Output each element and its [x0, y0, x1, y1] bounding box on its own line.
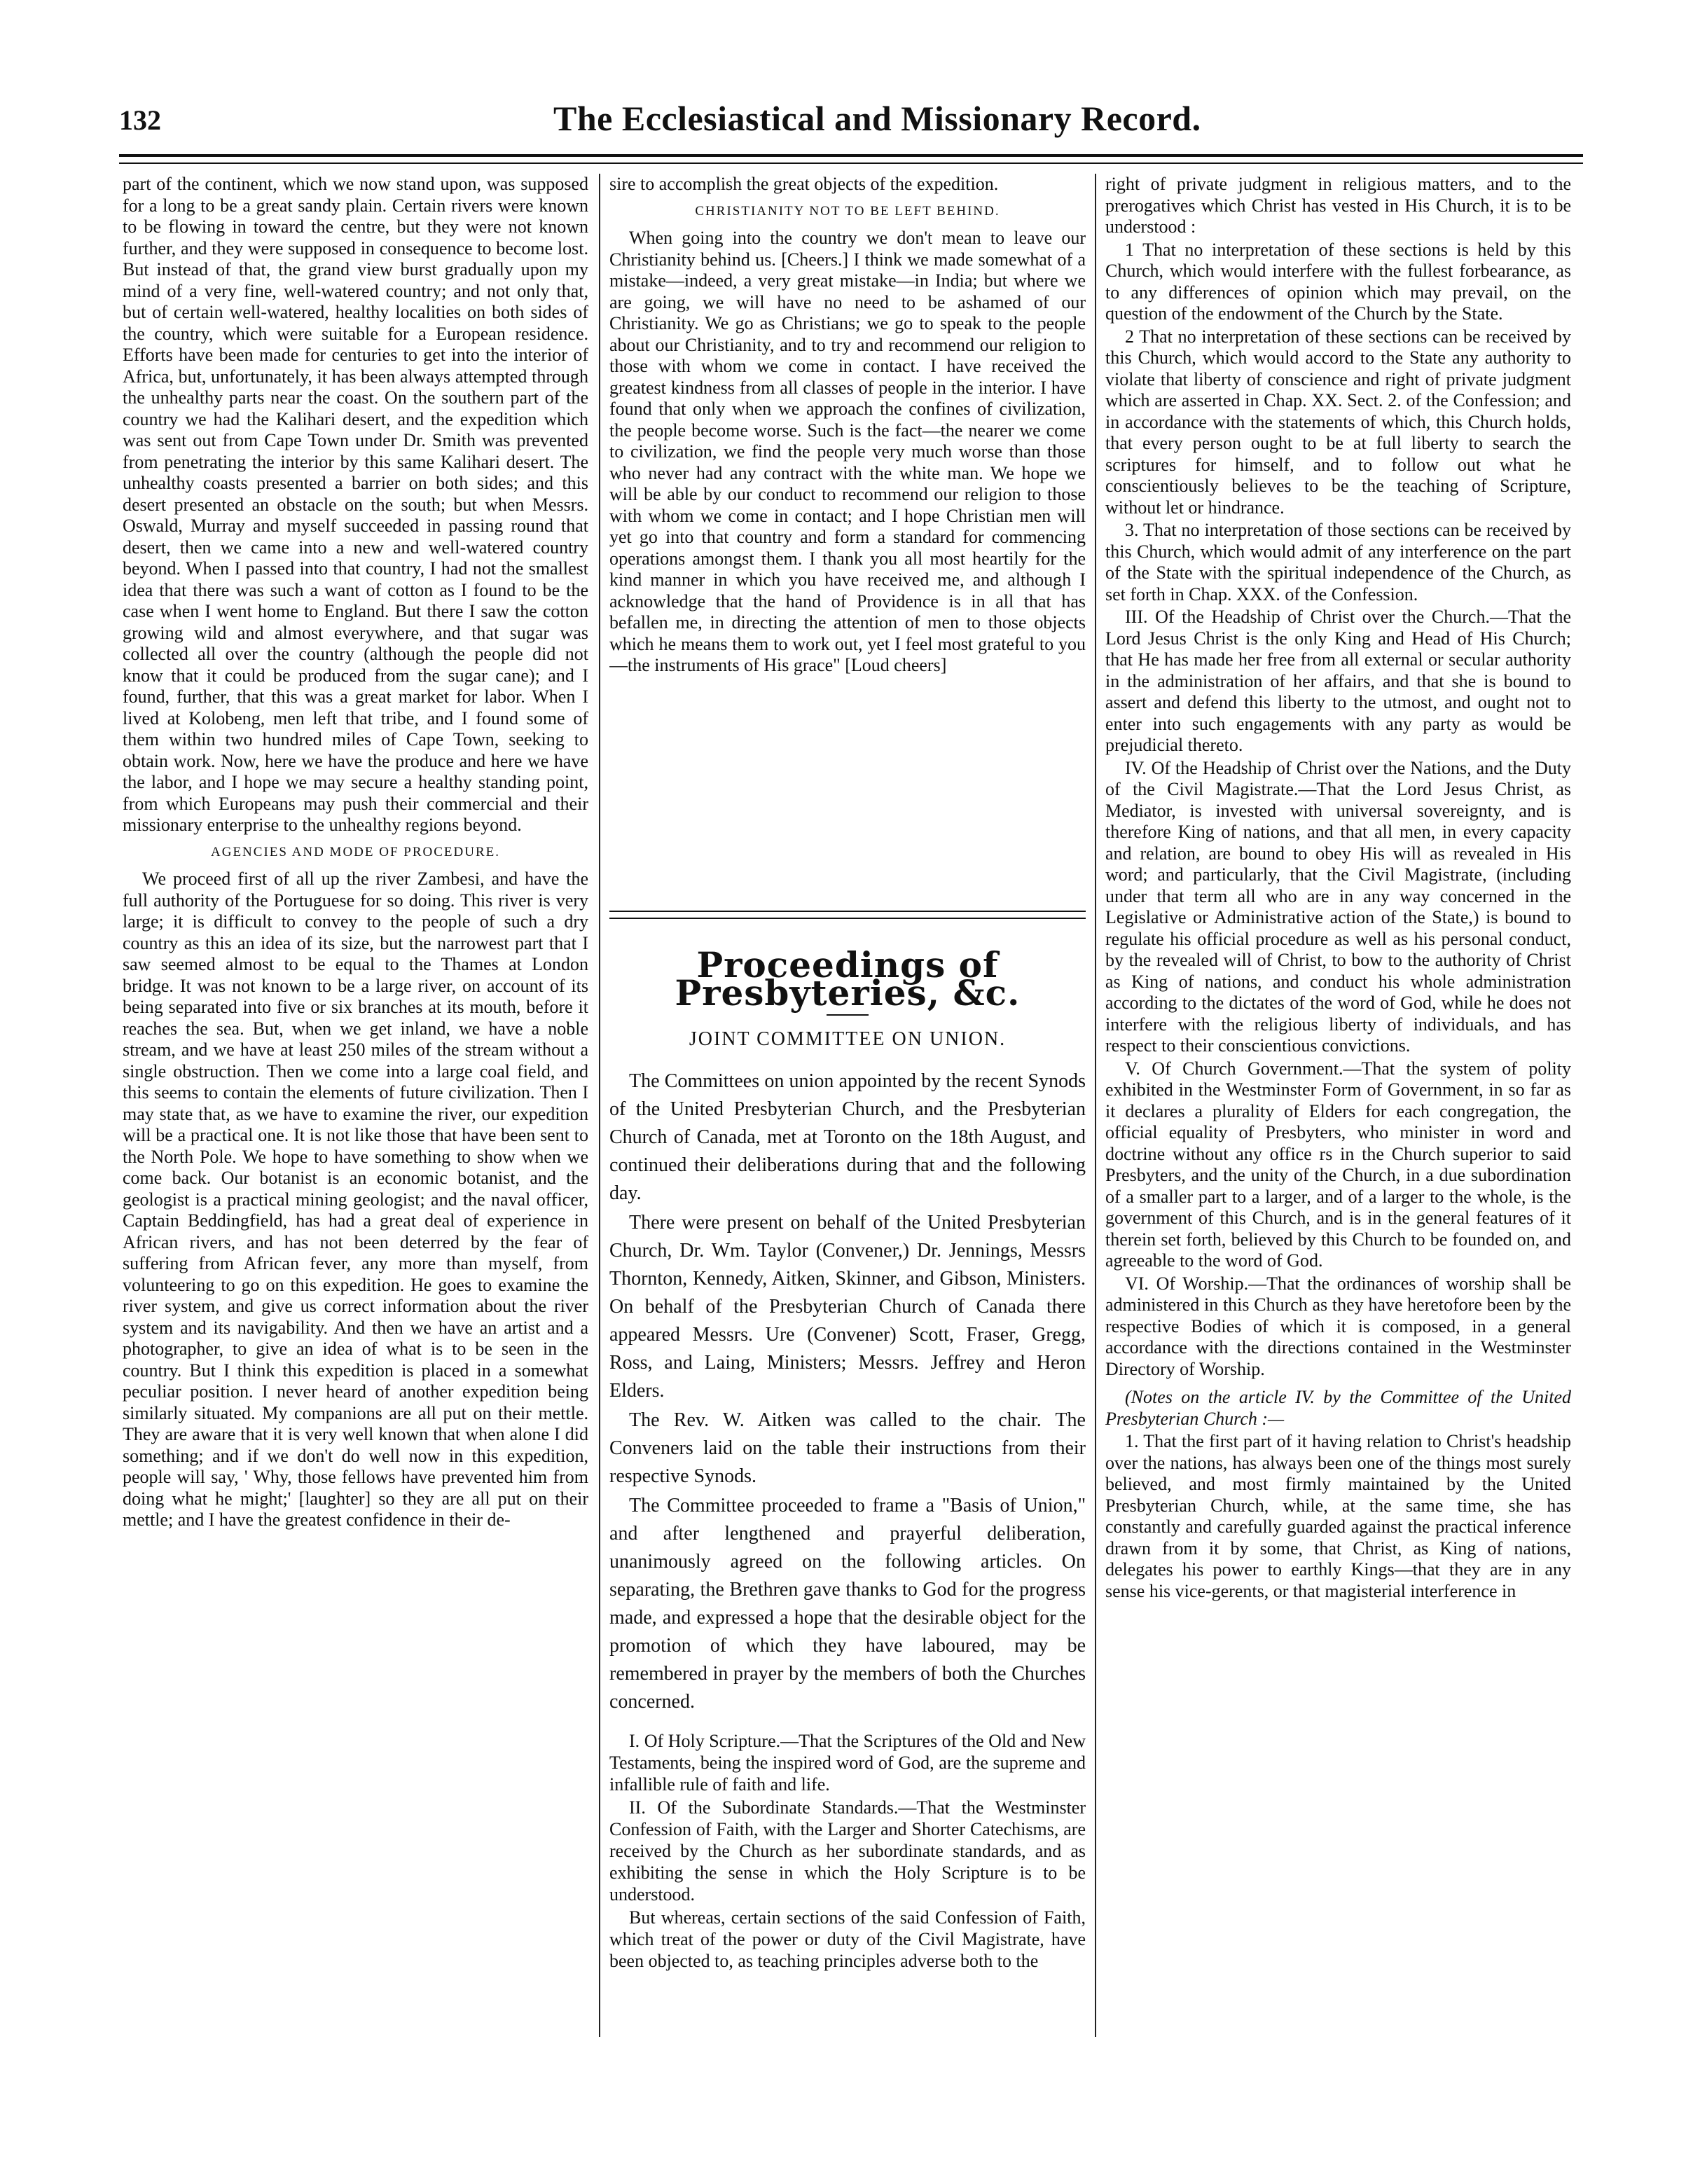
paragraph: sire to accomplish the great objects of the expedition. — [609, 174, 999, 194]
section-title: Proceedings of Presbyteries, &c. — [675, 944, 1021, 1014]
page-number: 132 — [119, 104, 161, 136]
paragraph: The Rev. W. Aitken was called to the chair. The Conveners laid on the table their instructions from their respective Synods. — [609, 1409, 1086, 1487]
paragraph: VI. Of Worship.—That the ordinances of worship shall be administered in this Church as they have heretofore been by the respective Bodies of which it is composed, in a general accordance with the directions contained in the Westminster Directory of Worship. — [1105, 1273, 1571, 1379]
paragraph: right of private judgment in religious matters, and to the prerogatives which Christ has vested in His Church, it is to be understood : — [1105, 174, 1571, 237]
paragraph: III. Of the Headship of Christ over the Church.—That the Lord Jesus Christ is the only King and Head of His Church; that He has made her free from all external or secular authority in the administration of her affairs, and that she is bound to assert and defend this liberty to the utmost, and ought not to enter into such engagements with any party as would be prejudicial thereto. — [1105, 607, 1571, 755]
subheading: CHRISTIANITY NOT TO BE LEFT BEHIND. — [695, 203, 1000, 219]
paragraph: But whereas, certain sections of the said Confession of Faith, which treat of the power or duty of the Civil Magistrate, have been objected to, as teaching principles adverse both to the — [609, 1907, 1086, 1971]
paragraph: 1 That no interpretation of these sections is held by this Church, which would interfere with the fullest forbearance, as to any differences of opinion which may prevail, on the question of the endowment of the Church by the State. — [1105, 239, 1571, 324]
header-rule-thin — [119, 163, 1583, 164]
short-rule — [827, 1014, 869, 1016]
committee-title: JOINT COMMITTEE ON UNION. — [689, 1028, 1007, 1050]
paragraph: V. Of Church Government.—That the system of polity exhibited in the Westminster Form of Government, in so far as it declares a plurality of Elders for each congregation, the official equality of Presbyters, who minister in word and doctrine without any office rs in the Church superior to said Presbyters, and the unity of the Church, in a due subordination of a smaller part to a larger, and of a larger to the whole, is the government of this Church, and is in the general features of it therein set forth, believed by this Church to be founded on, and agreeable to the word of God. — [1105, 1058, 1571, 1271]
paragraph: The Committees on union appointed by the recent Synods of the United Presbyterian Church, and the Presbyterian Church of Canada, met at Toronto on the 18th August, and continued their deliberations during that and the following day. — [609, 1070, 1086, 1204]
column-2-bottom — [609, 939, 1086, 2045]
paragraph: When going into the country we don't mean to leave our Christianity behind us. [Cheers.] I think we made somewhat of a mistake—indeed, a very great mistake—in India; but where we are going, we will have no need to be ashamed of our Christianity. We go as Christians; we go to speak to the people about our Christianity, and to try and recommend our religion to those with whom we come in contact. I have received the greatest kindness from all classes of people in the interior. I have found that only when we approach the confines of civilization, the people become worse. Such is the fact—the nearer we come to civilization, we find the people very much worse than those who never had any contract with the white man. We hope we will be able by our conduct to recommend our religion to those with whom we come in contact; and I hope Christian men will yet go into that country and form a standard for commencing operations amongst them. I thank you all most heartily for the kind manner in which you have received me, and although I acknowledge that the hand of Providence is in all that has befallen me, in directing the attention of men to those objects which he means them to work out, yet I feel most grateful to you—the instruments of His grace" [Loud cheers] — [609, 228, 1086, 675]
column-divider — [599, 174, 600, 2037]
double-rule — [609, 911, 1086, 919]
paragraph: part of the continent, which we now stand upon, was supposed for a long to be a great sandy plain. Certain rivers were known to be flowing in toward the centre, but they were not known further, and they were supposed in consequence to become lost. But instead of that, the grand view burst gradually upon my mind of a very fine, well-watered country; and not only that, but of certain well-watered, healthy localities on both sides of the country, which were suitable for a European residence. Efforts have been made for centuries to get into the interior of Africa, but, unfortunately, it has been always attempted through the unhealthy parts near the coast. On the southern part of the country we had the Kalihari desert, and the expedition which was sent out from Cape Town under Dr. Smith was prevented from penetrating the interior by this same Kalihari desert. The unhealthy coasts presented a barrier on both sides; and this desert presented an obstacle on the south; but when Messrs. Oswald, Murray and myself succeeded in passing round that desert, then we came into a new and well-watered country beyond. When I passed into that country, I had not the smallest idea that there was such a want of cotton as I found to be the case when I went home to England. But there I saw the cotton growing wild and almost everywhere, and that sugar was collected all over the country (although the people did not know that it could be produced from the sugar cane); and I found, further, that this was a great market for labor. When I lived at Kolobeng, men left that tribe, and I found some of them within two hundred miles of Cape Town, seeking to obtain work. Now, here we have the produce and here we have the labor, and I hope we may secure a healthy standing point, from which Europeans may push their commercial and their missionary enterprise to the unhealthy regions beyond. — [123, 174, 588, 835]
header-rule — [119, 154, 1583, 157]
paragraph: 3. That no interpretation of those sections can be received by this Church, which would admit of any interference on the part of the State with the spiritual independence of the Church, as set forth in Chap. XXX. of the Confession. — [1105, 520, 1571, 604]
page-title: The Ecclesiastical and Missionary Record. — [553, 99, 1201, 138]
paragraph: IV. Of the Headship of Christ over the Nations, and the Duty of the Civil Magistrate.—That the Lord Jesus Christ, as Mediator, is invested with universal sovereignty, and is therefore King of nations, and that all men, in every capacity and relation, are bound to obey His will as revealed in His word; and particularly, that the Civil Magistrate, (including under that term all who are in any way concerned in the Legislative or Administrative action of the State,) is bound to regulate his official procedure as well as his personal conduct, by the revealed will of Christ, to bow to the authority of Christ as King of nations, and conduct his whole administration according to the dictates of the word of God, while he does not interfere with the religious liberty of individuals, and has respect to their conscientious convictions. — [1105, 757, 1571, 1056]
column-divider — [1095, 174, 1096, 2037]
paragraph: 1. That the first part of it having relation to Christ's headship over the nations, has always been one of the things most surely believed, and most firmly maintained by the United Presbyterian Church, while, at the same time, she has constantly and carefully guarded against the practical inference drawn from it by some, that Christ, as King of nations, delegates his power to earthly Kings—that they are in any sense his vice-gerents, or that magisterial interference in — [1105, 1431, 1571, 1601]
page-header — [119, 98, 1583, 154]
section-divider — [609, 911, 1086, 919]
column-3 — [1105, 174, 1571, 2044]
column-1 — [123, 174, 588, 2044]
paragraph: We proceed first of all up the river Zambesi, and have the full authority of the Portuguese for so doing. This river is very large; it is difficult to convey to the people of such a dry country as this an idea of its size, but the narrowest part that I saw seemed almost to be equal to the Thames at London bridge. It was not known to be a large river, on account of its being separated into five or six branches at its mouth, before it reaches the sea. But, when we get inland, we have a noble stream, and we have at least 250 miles of the stream without a single obstruction. Then we come into a large coal field, and this seems to contain the elements of future civilization. Then I may state that, as we have to examine the river, our expedition will be a practical one. It is not like those that have been sent to the North Pole. We hope to have something to show when we come back. Our botanist is an economic botanist, and the geologist is a practical mining geologist; and the naval officer, Captain Beddingfield, has had a great deal of experience in African rivers, and has not been deterred by the fear of suffering from African fever, any more than myself, from volunteering to go on this expedition. He goes to examine the river system, and give us correct information about the river system and its navigability. And then we have an artist and a photographer, to give an idea of what is to be seen in the country. But I think this expedition is placed in a somewhat peculiar position. I never heard of another expedition being similarly situated. My companions are all put on their mettle. They are aware that it is very well known that when alone I did something; and if we don't do well now in this expedition, people will say, ' Why, those fellows have prevented him from doing what he might;' [laughter] so they are all put on their mettle; and I have the greatest confidence in their de- — [123, 869, 588, 1530]
paragraph: (Notes on the article IV. by the Committee of the United Presbyterian Church :— — [1105, 1387, 1571, 1429]
column-2-top — [609, 174, 1086, 909]
paragraph: There were present on behalf of the United Presbyterian Church, Dr. Wm. Taylor (Convener,) Dr. Jennings, Messrs Thornton, Kennedy, Aitken, Skinner, and Gibson, Ministers. On behalf of the Presbyterian Church of Canada there appeared Messrs. Ure (Convener) Scott, Fraser, Gregg, Ross, and Laing, Ministers; Messrs. Jeffrey and Heron Elders. — [609, 1212, 1086, 1402]
paragraph: 2 That no interpretation of these sections can be received by this Church, which would accord to the State any authority to violate that liberty of conscience and right of private judgment which are asserted in Chap. XX. Sect. 2. of the Confession; and in accordance with the statements of which, this Church holds, that every person ought to be at full liberty to search the scriptures for himself, and to follow out what he conscientiously believes to be the teaching of Scripture, without let or hindrance. — [1105, 326, 1571, 518]
paragraph: II. Of the Subordinate Standards.—That the Westminster Confession of Faith, with the Larger and Shorter Catechisms, are received by the Church as her subordinate standards, and as exhibiting the sense in which the Holy Scripture is to be understood. — [609, 1797, 1086, 1905]
paragraph: I. Of Holy Scripture.—That the Scriptures of the Old and New Testaments, being the inspired word of God, are the supreme and infallible rule of faith and life. — [609, 1731, 1086, 1795]
paragraph: The Committee proceeded to frame a "Basis of Union," and after lengthened and prayerful deliberation, unanimously agreed on the following articles. On separating, the Brethren gave thanks to God for the progress made, and expressed a hope that the desirable object for the promotion of which they have laboured, may be remembered in prayer by the members of both the Churches concerned. — [609, 1495, 1086, 1713]
subheading: AGENCIES AND MODE OF PROCEDURE. — [211, 844, 500, 859]
